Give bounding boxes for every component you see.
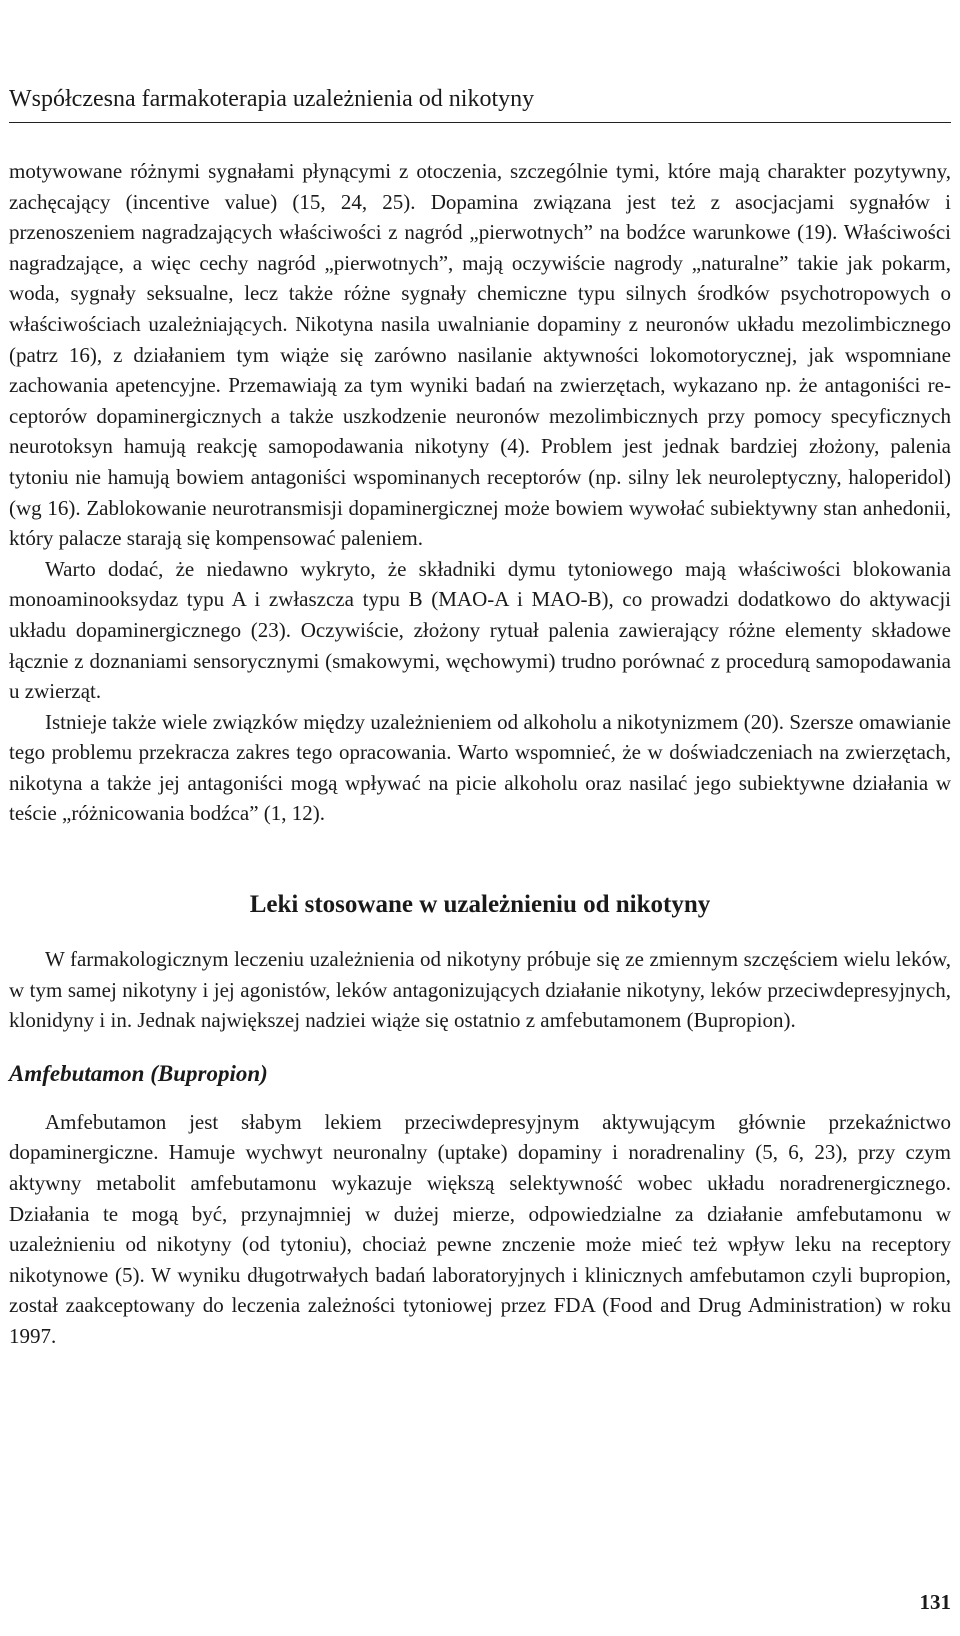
paragraph-alcohol: Istnieje także wiele związków między uzależnieniem od alkoholu a nikotynizmem (20). Szersze omawianie tego problemu przekracza zakres tego opracowania. Warto wspomnieć, że w doświadczeniach na zwierzętach, nikotyna a także jej antagoniści mogą wpływać na picie alkoholu oraz nasilać jego subiektywne działania w teście „różnicowania bodźca” (1, 12). — [9, 709, 951, 826]
paragraph-continued: motywowane różnymi sygnałami płynącymi z otoczenia, szczególnie tymi, które mają charakter pozytywny, zachęcający (incentive value) (15, 24, 25). Dopamina związana jest też z asocjacjami sygnałów i przenoszeniem nagradzających właściwości z nagród „pierwotnych” na bodźce warunkowe (19). Właściwości nagradzające, a więc cechy nagród „pierwotnych”, mają oczywiście nagrody „naturalne” takie jak pokarm, woda, sygnały seksualne, lecz także różne sygnały chemiczne typu silnych środków psychotropowych o właściwościach uzależniających. Nikotyna nasila uwalnianie dopaminy z neuronów układu mezolimbicznego (patrz 16), z działaniem tym wiąże się zarówno nasilanie aktywności lokomotorycznej, jak wspomniane zachowania apetencyjne. Przemawiają za tym wyniki badań na zwierzętach, wykazano np. że antagoniści receptorów dopaminergicznych a także uszkodzenie neuronów mezolimbicznych przy pomocy specyficznych neurotoksyn hamują reakcję samopodawania nikotyny (4). Problem jest jednak bardziej złożony, palenia tytoniu nie hamują bowiem antagoniści wspominanych receptorów (np. silny lek neuroleptyczny, haloperidol) (wg 16). Zablokowanie neurotransmisji dopaminergicznej może bowiem wywołać subiektywny stan anhedonii, który palacze starają się kompensować paleniem. — [9, 159, 951, 551]
paragraph-treatment: W farmakologicznym leczeniu uzależnienia od nikotyny próbuje się ze zmiennym szczęściem wielu leków, w tym samej nikotyny i jej agonistów, leków antagonizujących działanie nikotyny, leków przeciwdepresyjnych, klonidyny i in. Jednak największej nadziei wiąże się ostatnio z amfebutamonem (Bupropion). — [9, 947, 951, 1033]
paragraph-mao: Warto dodać, że niedawno wykryto, że składniki dymu tytoniowego mają właściwości blokowania monoaminooksydaz typu A i zwłaszcza typu B (MAO-A i MAO-B), co prowadzi dodatkowo do aktywacji układu dopaminergicznego (23). Oczywiście, złożony rytuał palenia zawierający różne elementy składowe łącznie z doznaniami sensorycznymi (smakowymi, węchowymi) trudno porównać z procedurą samopodawania u zwierząt. — [9, 556, 951, 704]
page-number: 131 — [919, 1590, 951, 1614]
running-header: Współczesna farmakoterapia uzależnienia od nikotyny — [9, 84, 951, 123]
section-heading: Leki stosowane w uzależnieniu od nikotyny — [249, 891, 711, 919]
subsection-heading: Amfebutamon (Bupropion) — [9, 1060, 268, 1086]
body-text — [9, 156, 951, 1352]
document-page — [9, 0, 951, 1636]
paragraph-amfebutamon: Amfebutamon jest słabym lekiem przeciwdepresyjnym aktywującym głównie przekaźnictwo dopaminergiczne. Hamuje wychwyt neuronalny (uptake) dopaminy i noradrenaliny (5, 6, 23), przy czym aktywny metabolit amfebutamonu wykazuje większą selektywność wobec układu noradrenergicznego. Działania te mogą być, przynajmniej w dużej mierze, odpowiedzialne za działanie amfebutamonu w uzależnieniu od nikotyny (od tytoniu), chociaż pewne znczenie może mieć też wpływ leku na receptory nikotynowe (5). W wyniku długotrwałych badań laboratoryjnych i klinicznych amfebutamon czyli bupropion, został zaakceptowany do leczenia zależności tytoniowej przez FDA (Food and Drug Administration) w roku 1997. — [9, 1109, 951, 1348]
